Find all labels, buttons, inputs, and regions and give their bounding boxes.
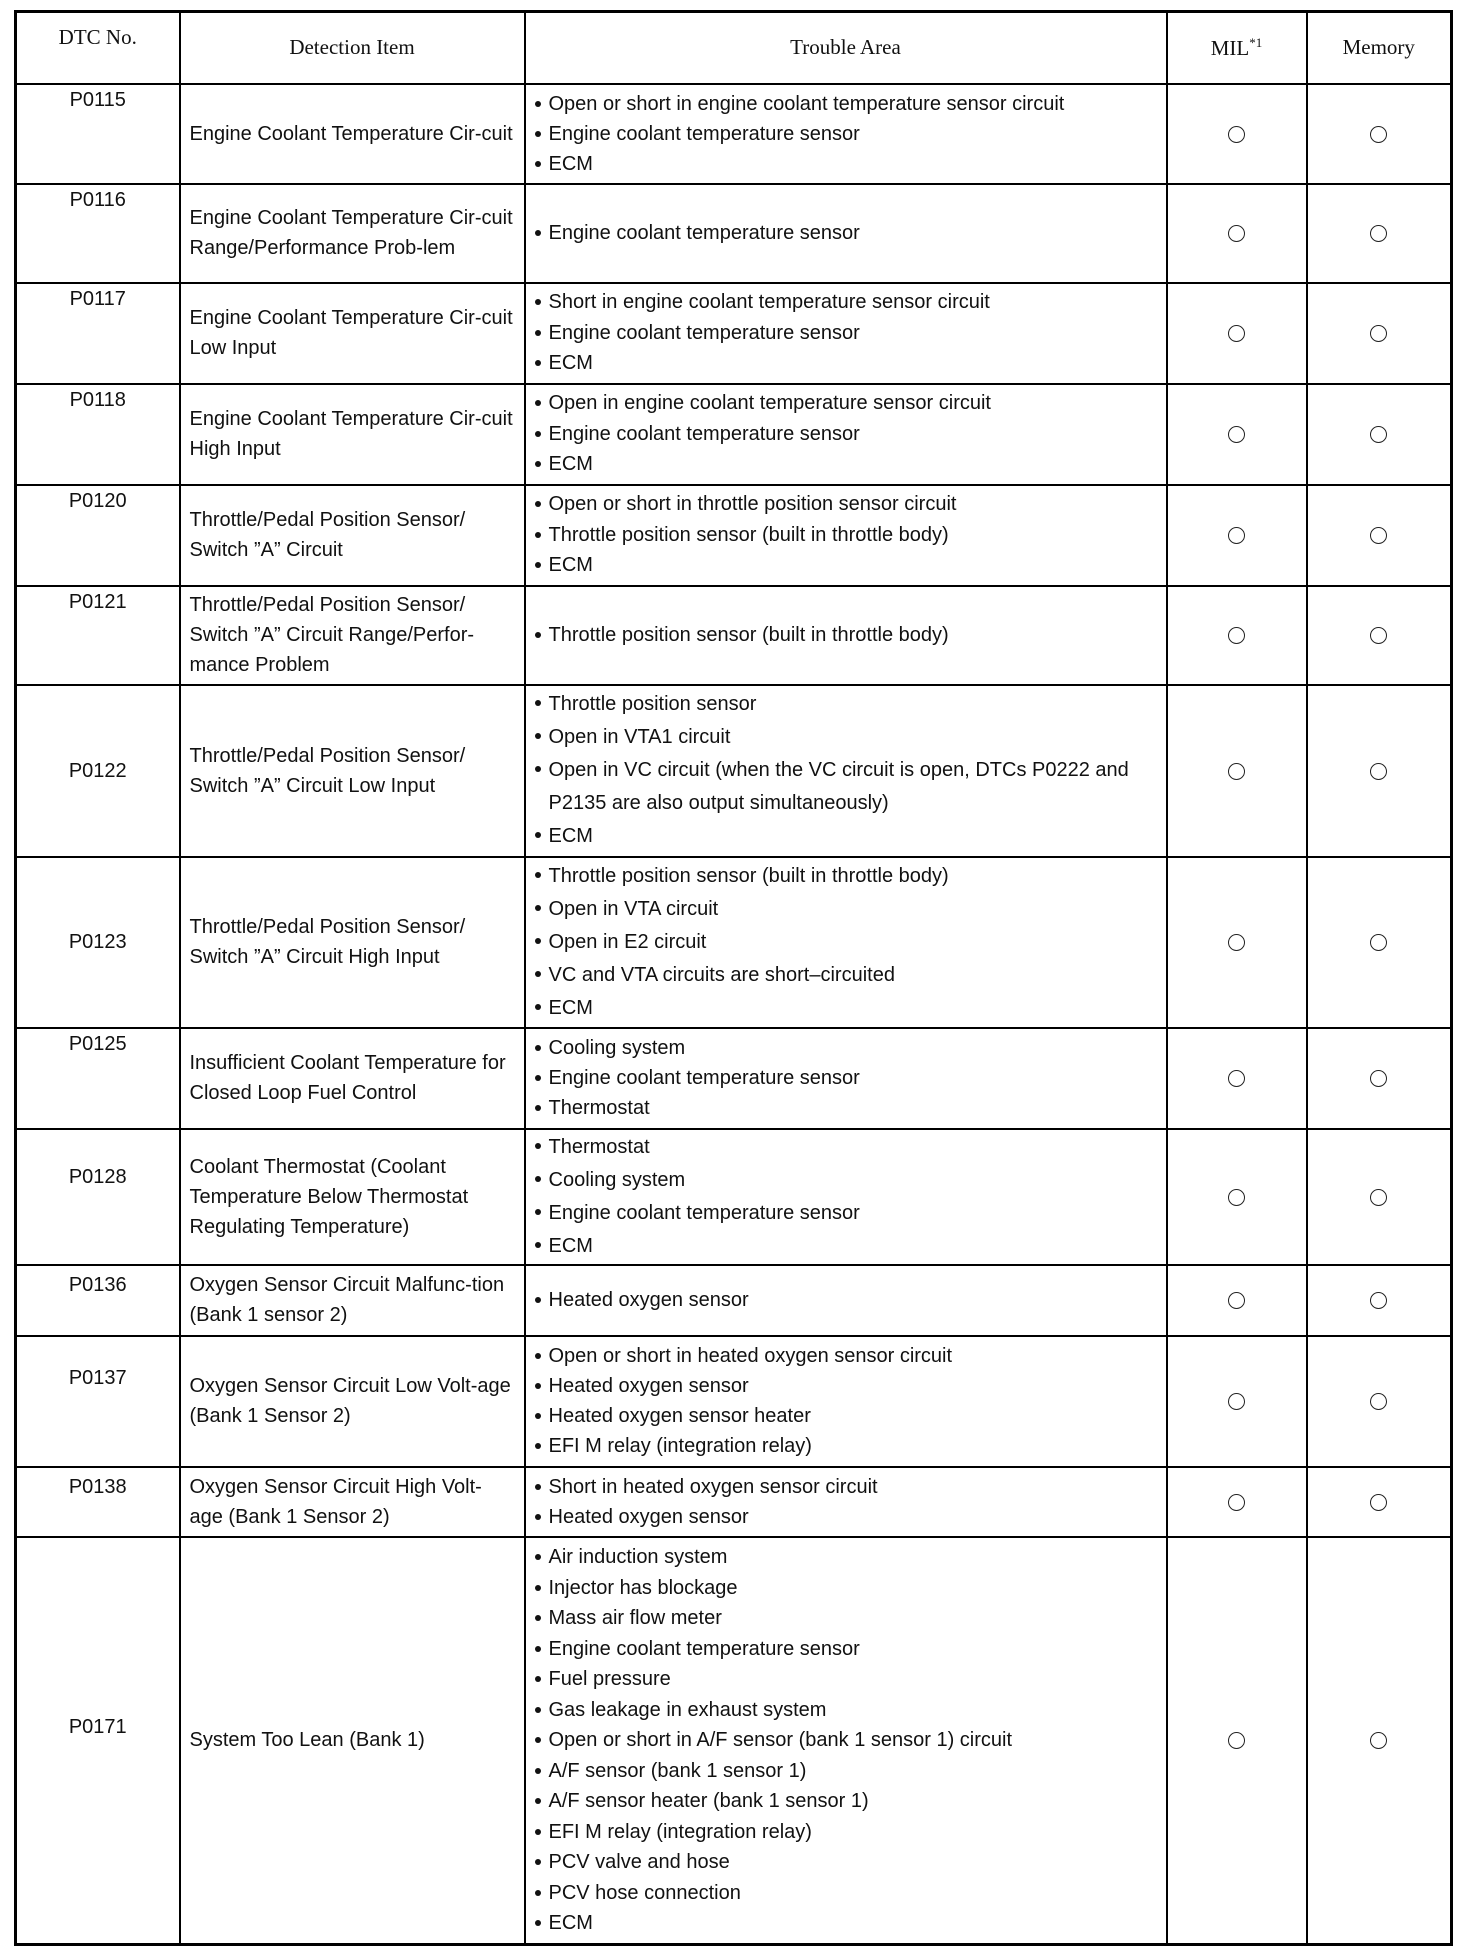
- trouble-area-item: Open or short in throttle position sensor circuit: [535, 489, 1157, 520]
- memory-circle-icon: [1370, 627, 1387, 644]
- trouble-area-item: Short in heated oxygen sensor circuit: [535, 1472, 1157, 1502]
- trouble-area-item: Engine coolant temperature sensor: [535, 1063, 1157, 1093]
- memory-circle-icon: [1370, 126, 1387, 143]
- dtc-table: [14, 10, 1453, 1946]
- trouble-area: [525, 1129, 1167, 1265]
- dtc-code: P0118: [16, 384, 180, 485]
- table-row: [16, 283, 1452, 384]
- memory-cell: [1307, 1028, 1452, 1129]
- memory-circle-icon: [1370, 763, 1387, 780]
- memory-cell: [1307, 1336, 1452, 1467]
- dtc-code: P0122: [16, 685, 180, 857]
- trouble-area-item: VC and VTA circuits are short–circuited: [535, 959, 1157, 992]
- detection-item: System Too Lean (Bank 1): [180, 1537, 525, 1945]
- memory-circle-icon: [1370, 325, 1387, 342]
- trouble-area-item: Engine coolant temperature sensor: [535, 218, 1157, 248]
- trouble-area-item: Open in VTA circuit: [535, 893, 1157, 926]
- detection-item: Oxygen Sensor Circuit Low Volt-age (Bank 1 Sensor 2): [180, 1336, 525, 1467]
- trouble-area-item: Engine coolant temperature sensor: [535, 1197, 1157, 1230]
- memory-cell: [1307, 184, 1452, 283]
- trouble-area: [525, 1467, 1167, 1537]
- trouble-area-item: ECM: [535, 1908, 1157, 1939]
- detection-item: Throttle/Pedal Position Sensor/ Switch ”A” Circuit Range/Perfor-mance Problem: [180, 586, 525, 685]
- trouble-area-item: ECM: [535, 992, 1157, 1025]
- detection-item: Oxygen Sensor Circuit Malfunc-tion (Bank 1 sensor 2): [180, 1265, 525, 1336]
- table-row: [16, 857, 1452, 1028]
- memory-cell: [1307, 384, 1452, 485]
- dtc-code: P0137: [16, 1336, 180, 1467]
- trouble-area-item: Engine coolant temperature sensor: [535, 119, 1157, 149]
- header-memory: Memory: [1307, 12, 1452, 84]
- trouble-area-item: Heated oxygen sensor: [535, 1285, 1157, 1315]
- trouble-area-item: A/F sensor (bank 1 sensor 1): [535, 1756, 1157, 1787]
- trouble-area-item: A/F sensor heater (bank 1 sensor 1): [535, 1786, 1157, 1817]
- table-row: [16, 384, 1452, 485]
- trouble-area-item: Open in VTA1 circuit: [535, 721, 1157, 754]
- memory-circle-icon: [1370, 1494, 1387, 1511]
- mil-cell: [1167, 283, 1307, 384]
- trouble-area-item: Heated oxygen sensor: [535, 1371, 1157, 1401]
- mil-cell: [1167, 857, 1307, 1028]
- trouble-area-item: Throttle position sensor (built in throttle body): [535, 520, 1157, 551]
- trouble-area-item: Injector has blockage: [535, 1573, 1157, 1604]
- trouble-area-item: Thermostat: [535, 1093, 1157, 1123]
- mil-circle-icon: [1228, 426, 1245, 443]
- memory-circle-icon: [1370, 1070, 1387, 1087]
- trouble-area-item: Engine coolant temperature sensor: [535, 318, 1157, 349]
- trouble-area: [525, 1537, 1167, 1945]
- detection-item: Coolant Thermostat (Coolant Temperature Below Thermostat Regulating Temperature): [180, 1129, 525, 1265]
- memory-cell: [1307, 857, 1452, 1028]
- trouble-area-item: Short in engine coolant temperature sensor circuit: [535, 287, 1157, 318]
- table-row: [16, 1537, 1452, 1945]
- table-row: [16, 184, 1452, 283]
- trouble-area-item: ECM: [535, 1230, 1157, 1263]
- trouble-area-item: Cooling system: [535, 1033, 1157, 1063]
- mil-circle-icon: [1228, 527, 1245, 544]
- dtc-code: P0138: [16, 1467, 180, 1537]
- trouble-area-item: PCV hose connection: [535, 1878, 1157, 1909]
- detection-item: Engine Coolant Temperature Cir-cuit Range/Performance Prob-lem: [180, 184, 525, 283]
- table-row: [16, 1265, 1452, 1336]
- dtc-code: P0128: [16, 1129, 180, 1265]
- mil-cell: [1167, 485, 1307, 586]
- table-row: [16, 1336, 1452, 1467]
- mil-circle-icon: [1228, 1070, 1245, 1087]
- mil-circle-icon: [1228, 1494, 1245, 1511]
- header-detection-item: Detection Item: [180, 12, 525, 84]
- trouble-area-item: Open in VC circuit (when the VC circuit is open, DTCs P0222 and P2135 are also output simultaneously): [535, 754, 1157, 820]
- trouble-area-item: ECM: [535, 820, 1157, 853]
- detection-item: Insufficient Coolant Temperature for Closed Loop Fuel Control: [180, 1028, 525, 1129]
- dtc-code: P0120: [16, 485, 180, 586]
- mil-circle-icon: [1228, 934, 1245, 951]
- detection-item: Engine Coolant Temperature Cir-cuit Low Input: [180, 283, 525, 384]
- memory-cell: [1307, 1467, 1452, 1537]
- table-row: [16, 586, 1452, 685]
- trouble-area-item: ECM: [535, 348, 1157, 379]
- trouble-area-item: Throttle position sensor (built in throttle body): [535, 860, 1157, 893]
- header-row: [16, 12, 1452, 84]
- table-row: [16, 1028, 1452, 1129]
- trouble-area-item: Mass air flow meter: [535, 1603, 1157, 1634]
- memory-cell: [1307, 283, 1452, 384]
- mil-circle-icon: [1228, 627, 1245, 644]
- memory-circle-icon: [1370, 527, 1387, 544]
- memory-circle-icon: [1370, 1732, 1387, 1749]
- mil-circle-icon: [1228, 1393, 1245, 1410]
- mil-circle-icon: [1228, 1732, 1245, 1749]
- dtc-code: P0117: [16, 283, 180, 384]
- memory-cell: [1307, 84, 1452, 184]
- memory-circle-icon: [1370, 225, 1387, 242]
- detection-item: Oxygen Sensor Circuit High Volt-age (Bank 1 Sensor 2): [180, 1467, 525, 1537]
- memory-cell: [1307, 586, 1452, 685]
- header-mil-label: MIL: [1210, 35, 1250, 60]
- trouble-area-item: Thermostat: [535, 1131, 1157, 1164]
- table-row: [16, 1129, 1452, 1265]
- table-row: [16, 1467, 1452, 1537]
- header-mil: [1167, 12, 1307, 84]
- trouble-area-item: ECM: [535, 149, 1157, 179]
- trouble-area-item: Heated oxygen sensor heater: [535, 1401, 1157, 1431]
- dtc-code: P0171: [16, 1537, 180, 1945]
- trouble-area-item: Heated oxygen sensor: [535, 1502, 1157, 1532]
- dtc-code: P0125: [16, 1028, 180, 1129]
- trouble-area: [525, 1265, 1167, 1336]
- memory-cell: [1307, 1537, 1452, 1945]
- memory-cell: [1307, 685, 1452, 857]
- mil-cell: [1167, 1265, 1307, 1336]
- trouble-area-item: Fuel pressure: [535, 1664, 1157, 1695]
- header-dtc-no: DTC No.: [16, 12, 180, 84]
- trouble-area-item: Open in E2 circuit: [535, 926, 1157, 959]
- mil-cell: [1167, 1336, 1307, 1467]
- mil-circle-icon: [1228, 225, 1245, 242]
- header-trouble-area: Trouble Area: [525, 12, 1167, 84]
- dtc-code: P0123: [16, 857, 180, 1028]
- mil-cell: [1167, 586, 1307, 685]
- trouble-area-item: ECM: [535, 449, 1157, 480]
- memory-cell: [1307, 485, 1452, 586]
- trouble-area: [525, 1336, 1167, 1467]
- mil-cell: [1167, 1028, 1307, 1129]
- detection-item: Throttle/Pedal Position Sensor/ Switch ”A” Circuit: [180, 485, 525, 586]
- trouble-area-item: Open or short in engine coolant temperature sensor circuit: [535, 89, 1157, 119]
- memory-cell: [1307, 1265, 1452, 1336]
- trouble-area: [525, 485, 1167, 586]
- mil-circle-icon: [1228, 1292, 1245, 1309]
- trouble-area: [525, 685, 1167, 857]
- detection-item: Throttle/Pedal Position Sensor/ Switch ”A” Circuit High Input: [180, 857, 525, 1028]
- dtc-code: P0136: [16, 1265, 180, 1336]
- memory-circle-icon: [1370, 1292, 1387, 1309]
- trouble-area: [525, 184, 1167, 283]
- memory-cell: [1307, 1129, 1452, 1265]
- detection-item: Engine Coolant Temperature Cir-cuit High Input: [180, 384, 525, 485]
- trouble-area-item: Air induction system: [535, 1542, 1157, 1573]
- trouble-area: [525, 283, 1167, 384]
- trouble-area-item: Throttle position sensor: [535, 688, 1157, 721]
- table-row: [16, 485, 1452, 586]
- trouble-area-item: Gas leakage in exhaust system: [535, 1695, 1157, 1726]
- mil-cell: [1167, 1467, 1307, 1537]
- trouble-area-item: Open in engine coolant temperature sensor circuit: [535, 388, 1157, 419]
- trouble-area-item: Engine coolant temperature sensor: [535, 1634, 1157, 1665]
- mil-circle-icon: [1228, 1189, 1245, 1206]
- trouble-area-item: EFI M relay (integration relay): [535, 1817, 1157, 1848]
- trouble-area-item: Throttle position sensor (built in throttle body): [535, 620, 1157, 650]
- dtc-code: P0121: [16, 586, 180, 685]
- header-mil-footnote: *1: [1249, 34, 1263, 50]
- trouble-area-item: ECM: [535, 550, 1157, 581]
- trouble-area-item: Open or short in A/F sensor (bank 1 sensor 1) circuit: [535, 1725, 1157, 1756]
- mil-cell: [1167, 184, 1307, 283]
- mil-circle-icon: [1228, 325, 1245, 342]
- table-row: [16, 685, 1452, 857]
- trouble-area-item: Cooling system: [535, 1164, 1157, 1197]
- memory-circle-icon: [1370, 1393, 1387, 1410]
- table-row: [16, 84, 1452, 184]
- trouble-area-item: PCV valve and hose: [535, 1847, 1157, 1878]
- mil-cell: [1167, 685, 1307, 857]
- dtc-code: P0116: [16, 184, 180, 283]
- trouble-area-item: Engine coolant temperature sensor: [535, 419, 1157, 450]
- mil-cell: [1167, 1129, 1307, 1265]
- trouble-area: [525, 84, 1167, 184]
- mil-cell: [1167, 384, 1307, 485]
- mil-circle-icon: [1228, 126, 1245, 143]
- memory-circle-icon: [1370, 426, 1387, 443]
- trouble-area: [525, 586, 1167, 685]
- trouble-area: [525, 857, 1167, 1028]
- mil-cell: [1167, 84, 1307, 184]
- trouble-area-item: EFI M relay (integration relay): [535, 1431, 1157, 1461]
- memory-circle-icon: [1370, 934, 1387, 951]
- memory-circle-icon: [1370, 1189, 1387, 1206]
- detection-item: Throttle/Pedal Position Sensor/ Switch ”A” Circuit Low Input: [180, 685, 525, 857]
- trouble-area-item: Open or short in heated oxygen sensor circuit: [535, 1341, 1157, 1371]
- mil-cell: [1167, 1537, 1307, 1945]
- detection-item: Engine Coolant Temperature Cir-cuit: [180, 84, 525, 184]
- dtc-code: P0115: [16, 84, 180, 184]
- trouble-area: [525, 1028, 1167, 1129]
- trouble-area: [525, 384, 1167, 485]
- mil-circle-icon: [1228, 763, 1245, 780]
